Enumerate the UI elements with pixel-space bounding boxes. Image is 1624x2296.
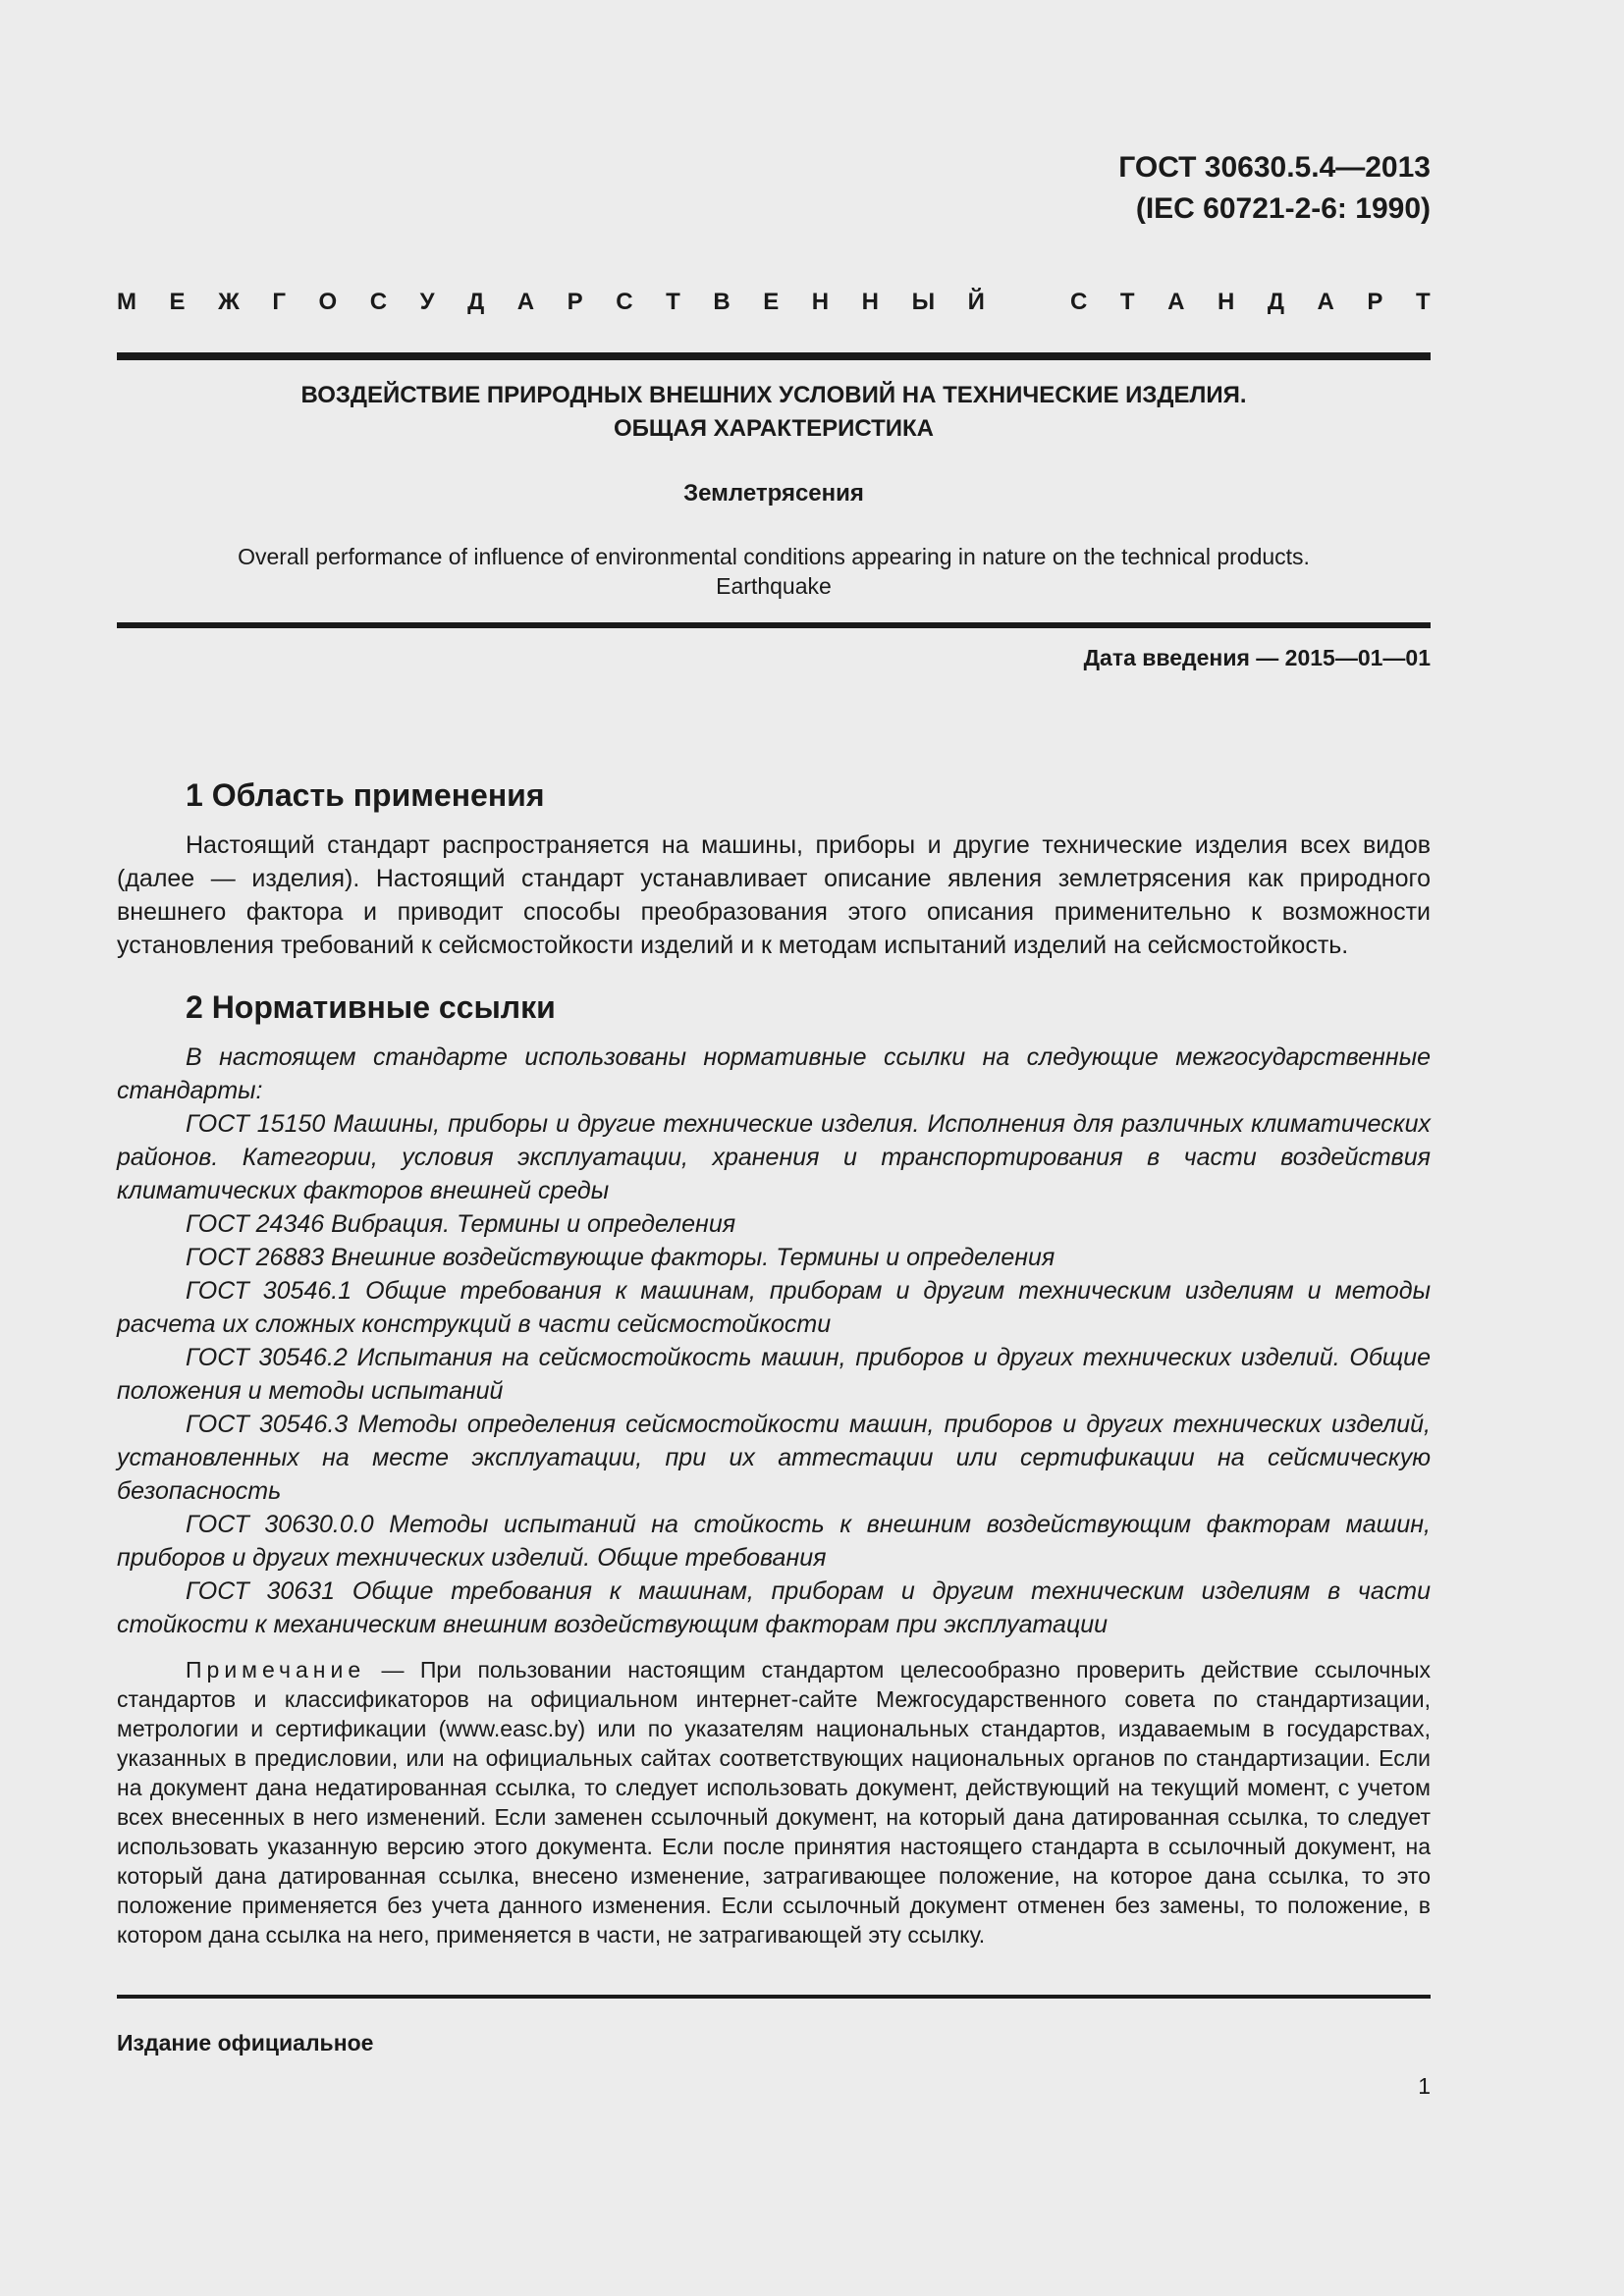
banner-letter: С — [1069, 289, 1088, 315]
document-body — [117, 774, 1431, 1949]
banner-letter: Р — [1367, 289, 1383, 315]
banner-letter: Е — [169, 289, 186, 315]
references-list — [117, 1107, 1431, 1641]
edition-label: Издание официальное — [117, 2030, 374, 2056]
banner-word-gap — [1017, 288, 1037, 317]
banner-letter: С — [616, 289, 633, 315]
title-line-2: ОБЩАЯ ХАРАКТЕРИСТИКА — [614, 415, 934, 442]
note-text: — При пользовании настоящим стандартом целесообразно проверить действие ссылочных стандартов и классификаторов на официальном интернет-сайте Межгосударственного совета по стандартизации, метрологии и сертификации (www.easc.by) или по указателям национальных стандартов, издаваемым в государствах, указанных в предисловии, или на официальных сайтах соответствующих национальных органов по стандартизации. Если на документ дана недатированная ссылка, то следует использовать документ, действующий на текущий момент, с учетом всех внесенных в него изменений. Если заменен ссылочный документ, на который дана датированная ссылка, то следует использовать указанную версию этого документа. Если после принятия настоящего стандарта в ссылочный документ, на который дана датированная ссылка, внесено изменение, затрагивающее положение, на которое дана ссылка, то это положение применяется без учета данного изменения. Если ссылочный документ отменен без замены, то положение, в котором дана ссылка на него, применяется в части, не затрагивающей эту ссылку. — [117, 1657, 1431, 1948]
banner-letter: А — [516, 289, 535, 315]
footer-rule — [117, 1995, 1431, 1999]
banner-letter: Д — [1267, 289, 1284, 315]
iec-reference: (IEC 60721-2-6: 1990) — [1135, 192, 1431, 225]
banner-letter: А — [1317, 289, 1334, 315]
header-rule — [117, 352, 1431, 360]
banner-letter: А — [1167, 289, 1185, 315]
reference-item: ГОСТ 26883 Внешние воздействующие факторы. Термины и определения — [186, 1244, 1056, 1271]
section-2-heading: 2 Нормативные ссылки — [186, 989, 556, 1025]
banner-letter: О — [318, 289, 338, 315]
english-title-line-1: Overall performance of influence of environmental conditions appearing in nature on the technical products. — [238, 544, 1310, 569]
document-subtitle: Землетрясения — [683, 480, 864, 507]
reference-item: ГОСТ 30630.0.0 Методы испытаний на стойкость к внешним воздействующим факторам машин, приборов и других технических изделий. Общие требования — [117, 1511, 1431, 1572]
banner-letter: Д — [467, 289, 485, 315]
reference-item: ГОСТ 30631 Общие требования к машинам, приборам и другим техническим изделиям в части стойкости к механическим внешним воздействующим факторам при эксплуатации — [117, 1577, 1431, 1638]
title-rule — [117, 622, 1431, 628]
title-block — [117, 379, 1431, 601]
reference-item: ГОСТ 30546.1 Общие требования к машинам, приборам и другим техническим изделиям и методы расчета их сложных конструкций в части сейсмостойкости — [117, 1277, 1431, 1338]
banner-letter: Е — [763, 289, 780, 315]
banner-letter: Й — [967, 289, 985, 315]
banner-letter: Н — [1217, 289, 1235, 315]
banner-letter: В — [713, 289, 731, 315]
references-intro: В настоящем стандарте использованы нормативные ссылки на следующие межгосударственные стандарты: — [117, 1043, 1431, 1104]
standard-number-block — [1118, 147, 1431, 230]
banner-letter: Р — [567, 289, 583, 315]
standard-number: ГОСТ 30630.5.4—2013 — [1118, 151, 1431, 184]
reference-item: ГОСТ 24346 Вибрация. Термины и определения — [186, 1210, 736, 1238]
banner-letter: Т — [1415, 289, 1431, 315]
title-line-1: ВОЗДЕЙСТВИЕ ПРИРОДНЫХ ВНЕШНИХ УСЛОВИЙ НА ТЕХНИЧЕСКИЕ ИЗДЕЛИЯ. — [300, 382, 1247, 408]
section-1-text: Настоящий стандарт распространяется на машины, приборы и другие технические изделия всех видов (далее — изделия). Настоящий стандарт устанавливает описание явления землетрясения как природного внешнего фактора и приводит способы преобразования этого описания применительно к возможности установления требований к сейсмостойкости изделий и к методам испытаний изделий на сейсмостойкость. — [117, 831, 1431, 959]
reference-item: ГОСТ 30546.3 Методы определения сейсмостойкости машин, приборов и других технических изделий, установленных на месте эксплуатации, при их аттестации или сертификации на сейсмическую безопасность — [117, 1411, 1431, 1505]
banner-letter: Т — [1119, 289, 1135, 315]
document-title — [117, 379, 1431, 446]
english-title — [117, 542, 1431, 601]
banner-letter: Т — [666, 289, 680, 315]
page-number: 1 — [1418, 2073, 1431, 2099]
banner-letter: Н — [861, 289, 880, 315]
banner-letter: Ж — [218, 289, 240, 315]
banner-letter: М — [117, 289, 136, 315]
banner-letter: Ы — [911, 289, 936, 315]
introduction-date: Дата введения — 2015—01—01 — [1083, 645, 1431, 670]
note-label: Примечание — [186, 1657, 366, 1682]
banner-letter: С — [369, 289, 388, 315]
note-paragraph — [117, 1655, 1431, 1949]
section-1-heading: 1 Область применения — [186, 777, 545, 813]
reference-item: ГОСТ 15150 Машины, приборы и другие технические изделия. Исполнения для различных климатических районов. Категории, условия эксплуатации, хранения и транспортирования в части воздействия климатических факторов внешней среды — [117, 1110, 1431, 1204]
banner-letter: Г — [272, 289, 286, 315]
english-title-line-2: Earthquake — [716, 573, 832, 599]
banner-letter: У — [419, 289, 435, 315]
interstate-standard-banner — [117, 288, 1431, 317]
reference-item: ГОСТ 30546.2 Испытания на сейсмостойкость машин, приборов и других технических изделий. Общие положения и методы испытаний — [117, 1344, 1431, 1405]
banner-letter: Н — [811, 289, 830, 315]
